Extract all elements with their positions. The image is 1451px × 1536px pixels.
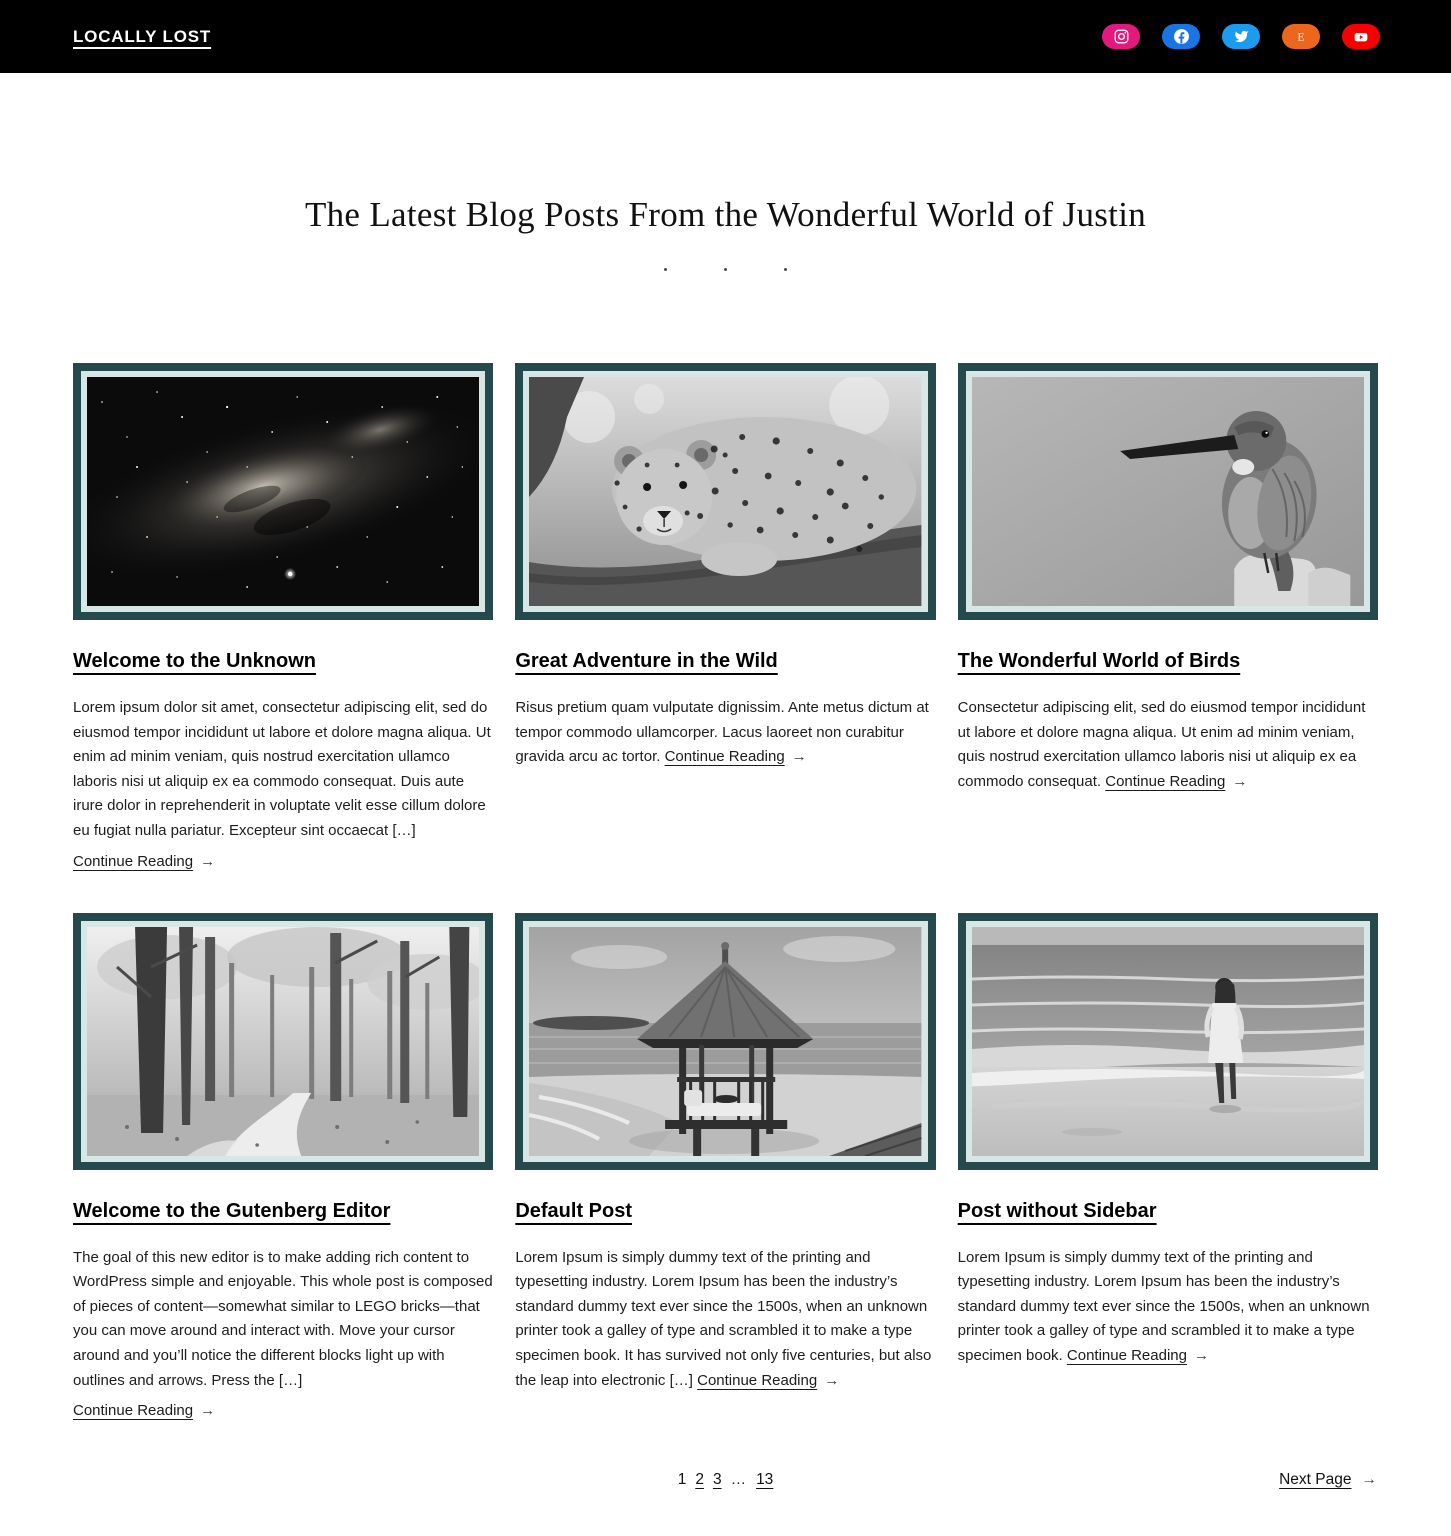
post-title: [515, 1196, 935, 1224]
next-page-link[interactable]: Next Page: [1279, 1471, 1352, 1489]
post-excerpt: [515, 1246, 935, 1394]
page-title: The Latest Blog Posts From the Wonderful World of Justin: [304, 195, 1147, 234]
kingfisher-image: [972, 377, 1364, 606]
post-card-default-post: [515, 913, 935, 1421]
facebook-link[interactable]: [1162, 24, 1200, 49]
post-card-great-adventure-in-the-wild: [515, 363, 935, 871]
arrow-right-icon: →: [1361, 1471, 1377, 1489]
excerpt-text: Lorem ipsum dolor sit amet, consectetur adipiscing elit, sed do eiusmod tempor incididunt ut labore et dolore magna aliqua. Ut enim ad minim veniam, quis nostrud exercitation ullamco laboris nisi ut aliquip ex ea commodo consequat. Duis aute irure dolor in reprehenderit in voluptate velit esse cillum dolore eu fugiat nulla pariatur. Excepteur sint occaecat […]: [73, 699, 491, 839]
post-excerpt: [958, 696, 1378, 794]
post-thumbnail-link[interactable]: [958, 913, 1378, 1170]
excerpt-text: Consectetur adipiscing elit, sed do eiusmod tempor incididunt ut labore et dolore magna aliqua. Ut enim ad minim veniam, quis nostrud exercitation ullamco laboris nisi ut aliquip ex ea commodo consequat.: [957, 699, 1366, 790]
etsy-link[interactable]: [1282, 24, 1320, 49]
post-card-post-without-sidebar: [958, 913, 1378, 1421]
continue-reading-link[interactable]: [73, 1402, 215, 1419]
beach-hut-image: [529, 927, 921, 1156]
pagination-current-page: 1: [677, 1471, 687, 1489]
posts-grid: [0, 363, 1451, 1420]
forest-path-image: [87, 927, 479, 1156]
svg-text:E: E: [1297, 31, 1305, 44]
arrow-right-icon: →: [1193, 1346, 1209, 1364]
instagram-link[interactable]: [1102, 24, 1140, 49]
post-title-link[interactable]: The Wonderful World of Birds: [957, 650, 1241, 672]
continue-reading-link[interactable]: [665, 748, 807, 765]
arrow-right-icon: →: [824, 1371, 840, 1389]
post-title: [515, 646, 935, 674]
post-excerpt: [73, 696, 493, 844]
pagination-last-page-link[interactable]: 13: [756, 1471, 774, 1489]
continue-reading-link[interactable]: [697, 1372, 839, 1389]
pagination-page-link[interactable]: 3: [712, 1471, 722, 1489]
pagination-page-link[interactable]: 2: [695, 1471, 704, 1489]
post-card-the-wonderful-world-of-birds: [958, 363, 1378, 871]
continue-reading-link[interactable]: [73, 853, 215, 870]
post-title-link[interactable]: Default Post: [515, 1199, 633, 1222]
post-title: [958, 646, 1378, 674]
post-title-link[interactable]: Post without Sidebar: [957, 1199, 1157, 1222]
social-links: [1102, 24, 1380, 49]
continue-reading-label: Continue Reading: [1105, 772, 1226, 790]
post-title-link[interactable]: Welcome to the Gutenberg Editor: [73, 1199, 391, 1222]
arrow-right-icon: →: [200, 1402, 216, 1420]
post-thumbnail-link[interactable]: [73, 363, 493, 620]
beach-walk-image: [972, 927, 1364, 1156]
continue-reading-label: Continue Reading: [73, 1402, 194, 1420]
pagination: [0, 1468, 1451, 1492]
post-title-link[interactable]: Welcome to the Unknown: [73, 650, 316, 672]
youtube-link[interactable]: [1342, 24, 1380, 49]
next-page: [1279, 1471, 1377, 1489]
continue-reading-label: Continue Reading: [1066, 1346, 1187, 1364]
etsy-icon: [1293, 29, 1309, 45]
post-title-link[interactable]: Great Adventure in the Wild: [515, 650, 778, 672]
arrow-right-icon: →: [791, 748, 807, 766]
site-header: [0, 0, 1451, 73]
excerpt-text: Lorem Ipsum is simply dummy text of the printing and typesetting industry. Lorem Ipsum has been the industry’s standard dummy text ever since the 1500s, when an unknown printer took a galley of type and scrambled it to make a type specimen book. It has survived not only five centuries, but also the leap into electronic […]: [515, 1248, 932, 1389]
post-title: [73, 1196, 493, 1224]
arrow-right-icon: →: [1232, 772, 1248, 790]
twitter-link[interactable]: [1222, 24, 1260, 49]
post-thumbnail-link[interactable]: [515, 913, 935, 1170]
arrow-right-icon: →: [200, 852, 216, 870]
continue-reading-label: Continue Reading: [73, 852, 194, 870]
post-card-welcome-to-the-gutenberg-editor: [73, 913, 493, 1421]
excerpt-text: Risus pretium quam vulputate dignissim. Ante metus dictum at tempor commodo ullamcorper. Lacus laoreet non curabitur gravida arcu ac tortor.: [515, 699, 929, 766]
post-excerpt: [515, 696, 935, 770]
dots-separator: [0, 268, 1451, 271]
youtube-icon: [1353, 29, 1369, 45]
continue-reading-link[interactable]: [1105, 773, 1247, 790]
post-excerpt: [73, 1246, 493, 1394]
continue-reading-label: Continue Reading: [664, 748, 785, 766]
instagram-icon: [1114, 29, 1129, 44]
facebook-icon: [1173, 28, 1190, 45]
pagination-ellipsis: …: [730, 1471, 748, 1489]
post-card-welcome-to-the-unknown: [73, 363, 493, 871]
post-thumbnail-link[interactable]: [515, 363, 935, 620]
post-excerpt: [958, 1246, 1378, 1369]
post-title: [958, 1196, 1378, 1224]
milky-way-image: [87, 377, 479, 606]
continue-reading-label: Continue Reading: [697, 1371, 818, 1389]
post-thumbnail-link[interactable]: [73, 913, 493, 1170]
excerpt-text: The goal of this new editor is to make adding rich content to WordPress simple and enjoyable. This whole post is composed of pieces of content—somewhat similar to LEGO bricks—that you can move around and interact with. Move your cursor around and you’ll notice the different blocks light up with outlines and arrows. Press the […]: [73, 1248, 493, 1389]
excerpt-text: Lorem Ipsum is simply dummy text of the printing and typesetting industry. Lorem Ipsum has been the industry’s standard dummy text ever since the 1500s, when an unknown printer took a galley of type and scrambled it to make a type specimen book.: [957, 1248, 1370, 1364]
continue-reading-link[interactable]: [1067, 1347, 1209, 1364]
post-thumbnail-link[interactable]: [958, 363, 1378, 620]
site-logo-link[interactable]: LOCALLY LOST: [73, 26, 212, 46]
twitter-icon: [1234, 29, 1249, 44]
hero-section: [0, 195, 1451, 271]
post-title: [73, 646, 493, 674]
leopard-image: [529, 377, 921, 606]
